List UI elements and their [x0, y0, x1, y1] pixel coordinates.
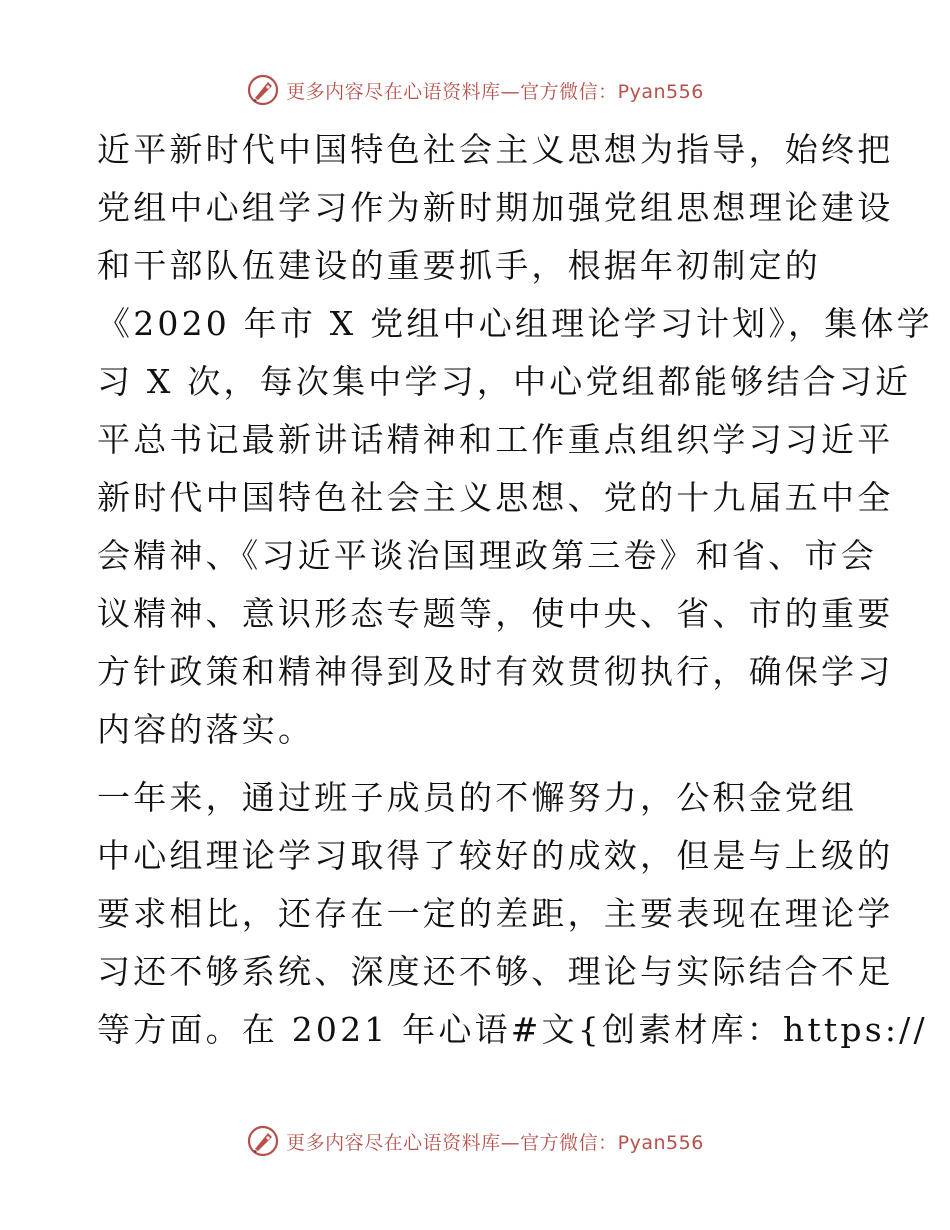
text-line: 会精神、《习近平谈治国理政第三卷》和省、市会 [97, 536, 877, 575]
paragraph [97, 121, 933, 759]
text-line: 议精神、意识形态专题等，使中央、省、市的重要 [97, 594, 894, 633]
paragraph [97, 769, 928, 1059]
text-line: 党组中心组学习作为新时期加强党组思想理论建设 [97, 188, 894, 227]
text-line: 和干部队伍建设的重要抓手，根据年初制定的 [97, 246, 821, 285]
text-line: 一年来，通过班子成员的不懈努力，公积金党组 [97, 778, 858, 817]
footer-watermark-banner [0, 1121, 950, 1161]
text-line: 等方面。在 2021 年心语#文{创素材库：https:// [97, 1010, 928, 1049]
header-watermark-text: 更多内容尽在心语资料库—官方微信：Pyan556 [286, 80, 704, 103]
text-line: 《2020 年市 X 党组中心组理论学习计划》，集体学 [97, 304, 933, 343]
paragraph-gap [97, 759, 857, 769]
text-line: 要求相比，还存在一定的差距，主要表现在理论学 [97, 894, 894, 933]
pen-nib-logo-icon [246, 1124, 280, 1158]
text-line: 内容的落实。 [97, 710, 315, 749]
header-watermark-banner [0, 70, 950, 110]
text-line: 习还不够系统、深度还不够、理论与实际结合不足 [97, 952, 894, 991]
text-line: 中心组理论学习取得了较好的成效，但是与上级的 [97, 836, 894, 875]
text-line: 习 X 次，每次集中学习，中心党组都能够结合习近 [97, 362, 912, 401]
text-line: 方针政策和精神得到及时有效贯彻执行，确保学习 [97, 652, 894, 691]
text-line: 近平新时代中国特色社会主义思想为指导，始终把 [97, 130, 894, 169]
document-body [97, 121, 933, 1059]
footer-watermark-text: 更多内容尽在心语资料库—官方微信：Pyan556 [286, 1131, 704, 1154]
text-line: 平总书记最新讲话精神和工作重点组织学习习近平 [97, 420, 894, 459]
text-line: 新时代中国特色社会主义思想、党的十九届五中全 [97, 478, 894, 517]
pen-nib-logo-icon [246, 73, 280, 107]
